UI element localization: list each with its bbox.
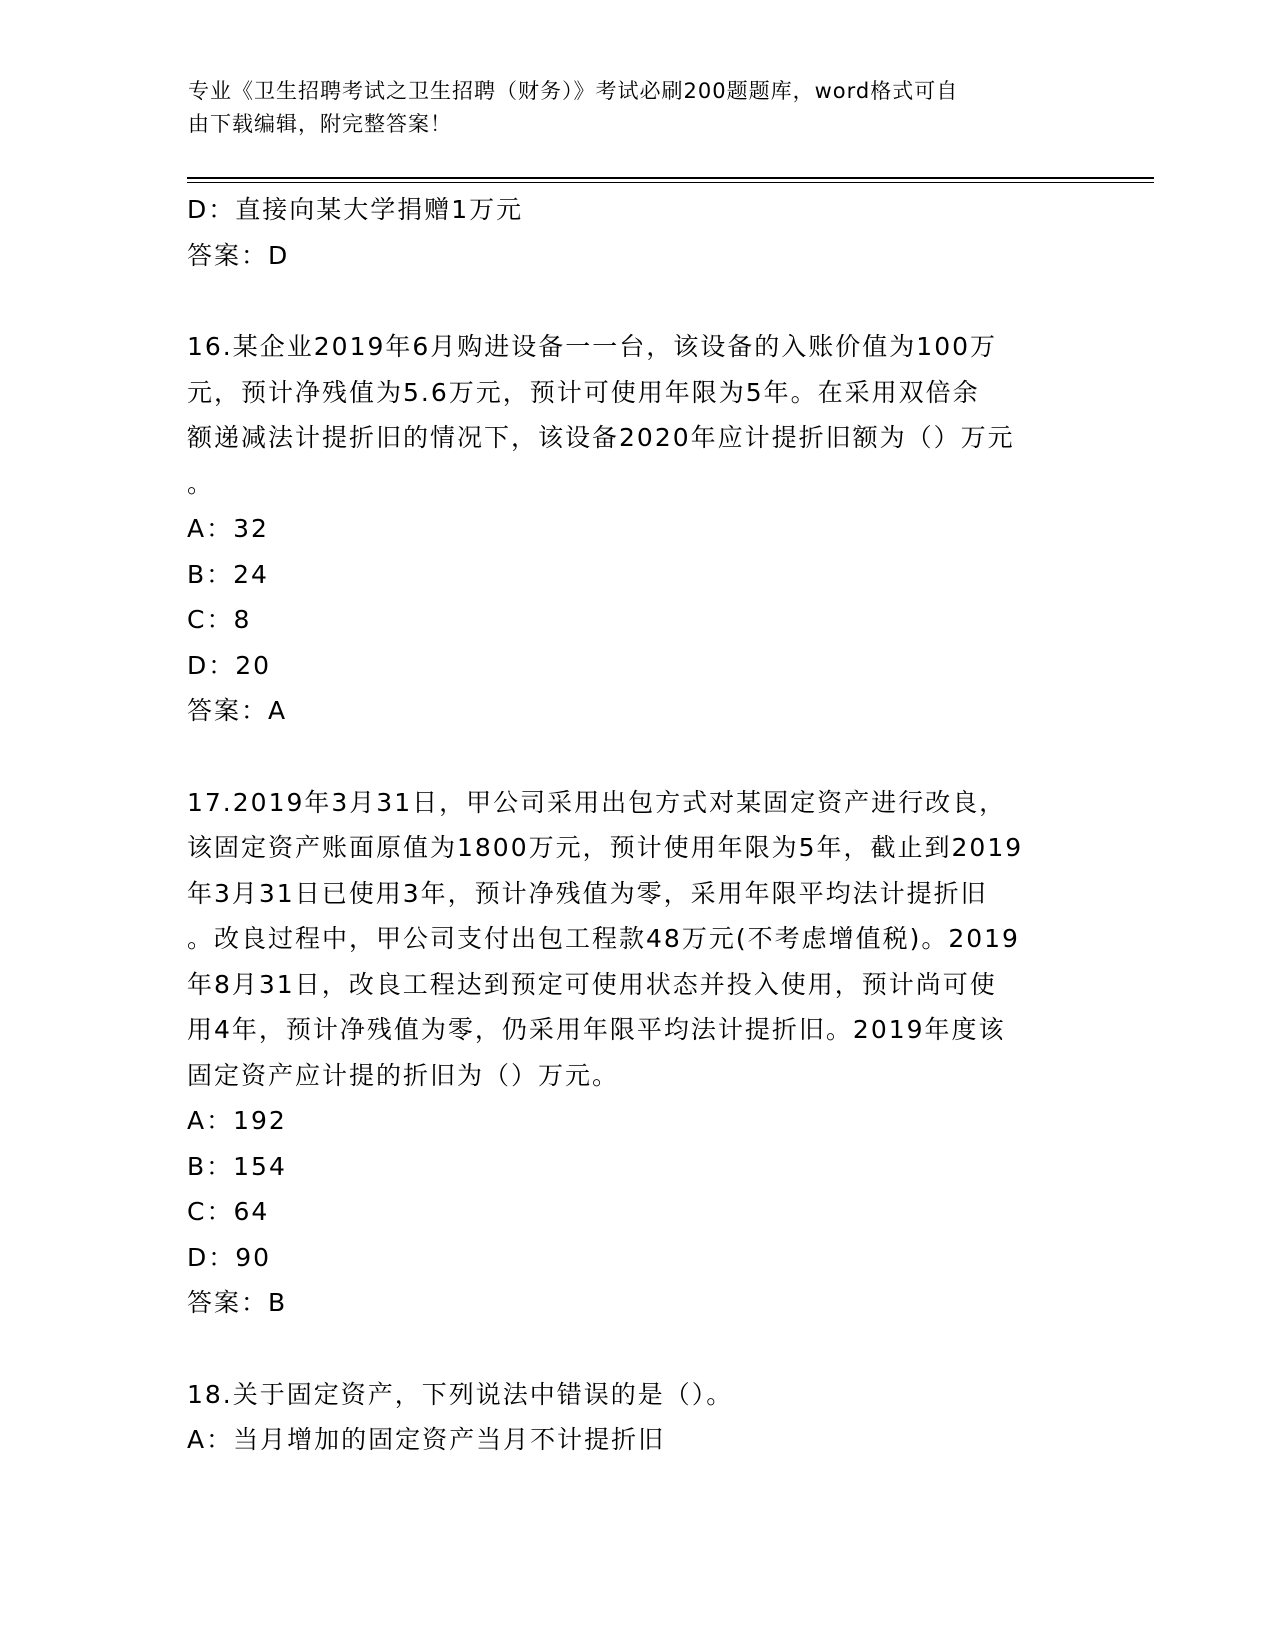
answer-label: 答案：A xyxy=(187,696,288,725)
question-stem-line: 17.2019年3月31日，甲公司采用出包方式对某固定资产进行改良， xyxy=(187,787,1007,817)
spacer xyxy=(187,278,1087,324)
answer-label: 答案：D xyxy=(187,240,290,270)
option-b: B：24 xyxy=(187,559,269,589)
option-a: A：32 xyxy=(187,514,269,543)
answer-label: 答案：B xyxy=(187,1288,288,1317)
question-stem-line: 额递减法计提折旧的情况下，该设备2020年应计提折旧额为（）万元 xyxy=(187,423,1015,452)
option-a: A：192 xyxy=(187,1106,287,1135)
spacer xyxy=(187,734,1087,780)
question-stem-line: 。 xyxy=(187,468,215,498)
spacer xyxy=(187,1326,1087,1372)
question-16 xyxy=(187,324,1087,734)
option-d: D：90 xyxy=(187,1242,272,1272)
header-divider-thick xyxy=(187,177,1154,179)
header-title-line-2: 由下载编辑，附完整答案！ xyxy=(188,112,452,136)
question-stem-line: 16.某企业2019年6月购进设备一一台，该设备的入账价值为100万 xyxy=(187,332,998,361)
option-b: B：154 xyxy=(187,1151,287,1181)
question-stem-line: 该固定资产账面原值为1800万元，预计使用年限为5年，截止到2019 xyxy=(187,833,1024,862)
question-stem-line: 用4年，预计净残值为零，仍采用年限平均法计提折旧。2019年度该 xyxy=(187,1015,1006,1044)
option-d: D：20 xyxy=(187,650,272,680)
question-stem-line: 18.关于固定资产，下列说法中错误的是（）。 xyxy=(187,1379,734,1409)
document-header xyxy=(188,75,1068,141)
question-stem-line: 固定资产应计提的折旧为（）万元。 xyxy=(187,1060,620,1090)
header-title-line-1: 专业《卫生招聘考试之卫生招聘（财务）》考试必刷200题题库，word格式可自 xyxy=(188,79,959,103)
question-stem-line: 年3月31日已使用3年，预计净残值为零，采用年限平均法计提折旧 xyxy=(187,878,988,908)
question-18 xyxy=(187,1372,1087,1463)
option-d: D：直接向某大学捐赠1万元 xyxy=(187,195,524,224)
option-c: C：64 xyxy=(187,1197,270,1226)
question-17 xyxy=(187,780,1087,1326)
question-stem-line: 。改良过程中，甲公司支付出包工程款48万元(不考虑增值税)。2019 xyxy=(187,924,1020,953)
option-a: A：当月增加的固定资产当月不计提折旧 xyxy=(187,1425,666,1454)
question-stem-line: 元，预计净残值为5.6万元，预计可使用年限为5年。在采用双倍余 xyxy=(187,377,980,407)
header-divider-thin xyxy=(187,182,1154,183)
question-content xyxy=(187,187,1087,1463)
question-stem-line: 年8月31日，改良工程达到预定可使用状态并投入使用，预计尚可使 xyxy=(187,969,997,999)
option-c: C：8 xyxy=(187,605,252,634)
